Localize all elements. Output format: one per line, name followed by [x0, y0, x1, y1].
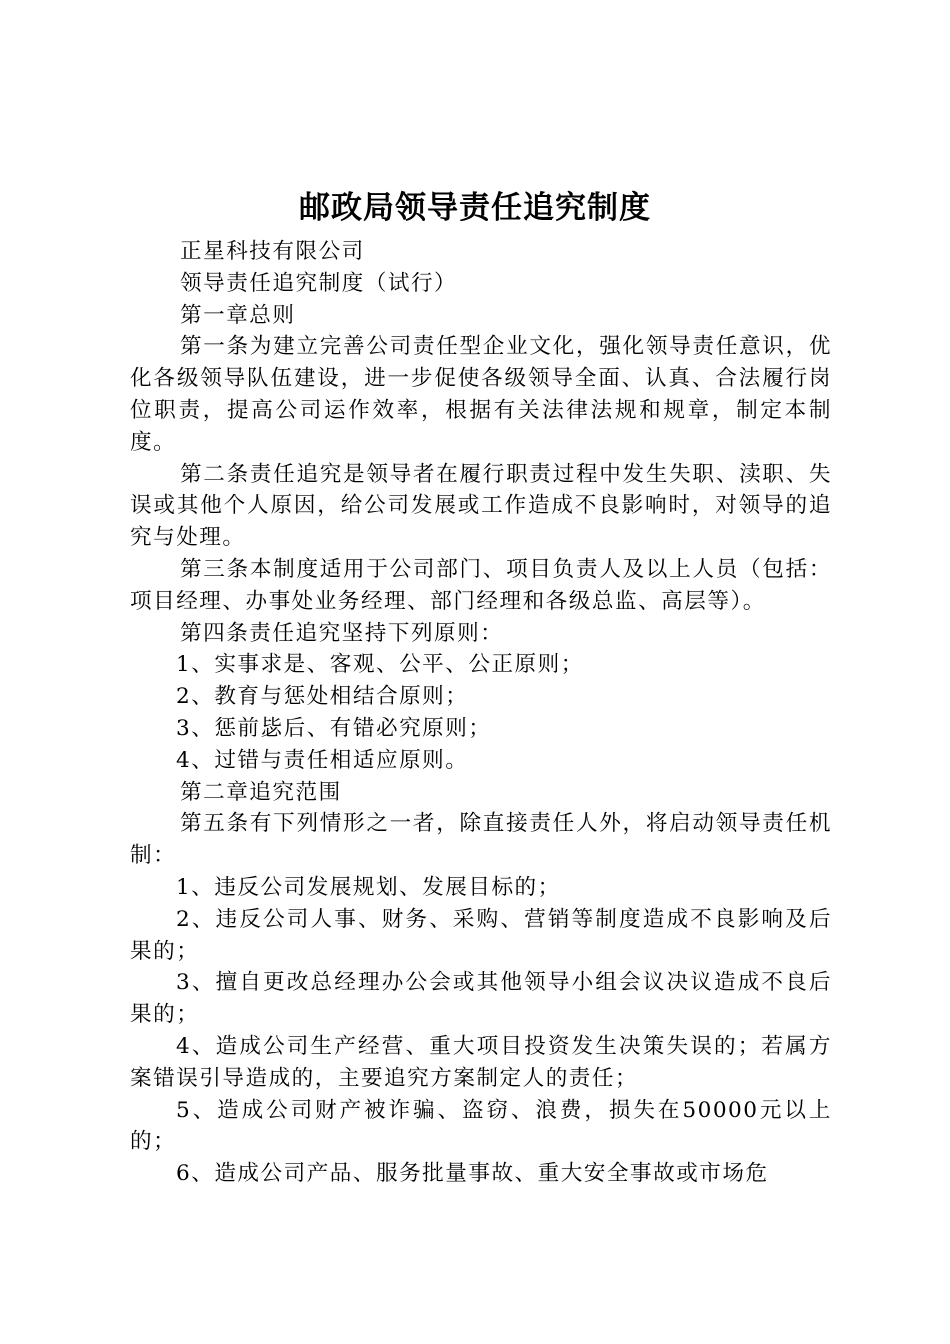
list-item: 2、教育与惩处相结合原则；	[176, 684, 469, 710]
article-paragraph: 第五条有下列情形之一者，除直接责任人外，将启动领导责任机制：	[130, 811, 832, 869]
list-item: 6、造成公司产品、服务批量事故、重大安全事故或市场危	[176, 1161, 769, 1187]
article-paragraph: 第四条责任追究坚持下列原则：	[180, 620, 504, 646]
article-paragraph: 第一条为建立完善公司责任型企业文化，强化领导责任意识，优化各级领导队伍建设，进一步促使各级领导全面、认真、合法履行岗位职责，提高公司运作效率，根据有关法律法规和规章，制定本制度。	[130, 334, 832, 455]
regulation-subtitle: 领导责任追究制度（试行）	[180, 270, 458, 296]
article-paragraph: 第二条责任追究是领导者在履行职责过程中发生失职、渎职、失误或其他个人原因，给公司发展或工作造成不良影响时，对领导的追究与处理。	[130, 461, 832, 551]
list-item: 3、惩前毖后、有错必究原则；	[176, 715, 492, 741]
article-paragraph: 第三条本制度适用于公司部门、项目负责人及以上人员（包括：项目经理、办事处业务经理、部门经理和各级总监、高层等）。	[130, 556, 832, 614]
document-title: 邮政局领导责任追究制度	[299, 190, 651, 226]
list-item: 5、造成公司财产被诈骗、盗窃、浪费，损失在50000元以上的；	[130, 1097, 832, 1155]
document-body	[130, 236, 832, 1190]
list-item: 2、违反公司人事、财务、采购、营销等制度造成不良影响及后果的；	[130, 906, 832, 964]
company-name: 正星科技有限公司	[180, 239, 365, 264]
chapter-heading: 第二章追究范围	[180, 779, 342, 805]
list-item: 4、过错与责任相适应原则。	[176, 747, 469, 773]
chapter-heading: 第一章总则	[180, 302, 296, 328]
list-item: 4、造成公司生产经营、重大项目投资发生决策失误的；若属方案错误引导造成的，主要追究方案制定人的责任；	[130, 1033, 832, 1091]
list-item: 1、实事求是、客观、公平、公正原则；	[176, 652, 584, 678]
list-item: 3、擅自更改总经理办公会或其他领导小组会议决议造成不良后果的；	[130, 970, 832, 1028]
list-item: 1、违反公司发展规划、发展目标的；	[176, 874, 561, 900]
